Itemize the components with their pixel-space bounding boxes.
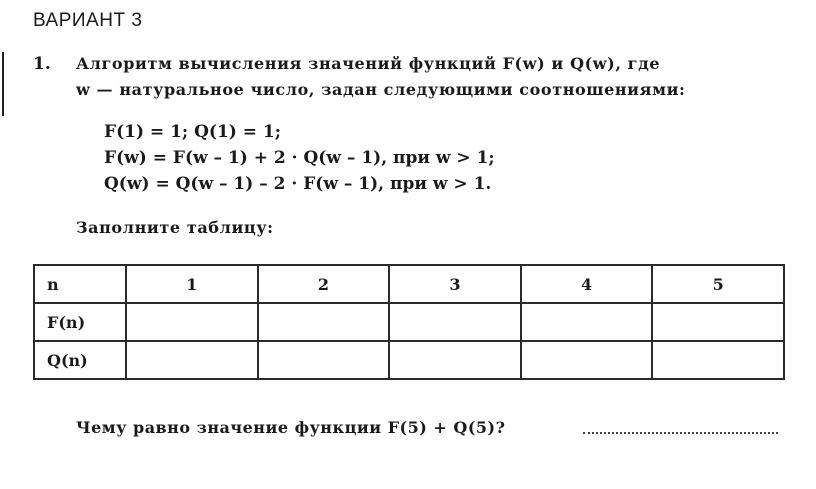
margin-line: [2, 52, 4, 116]
formula-f: F(w) = F(w – 1) + 2 · Q(w – 1), при w > 1;: [104, 148, 495, 168]
row-label-f: F(n): [34, 303, 126, 341]
table-header-cell: 2: [258, 265, 390, 303]
row-label-q: Q(n): [34, 341, 126, 379]
answer-cell[interactable]: [258, 341, 390, 379]
question-text: Чему равно значение функции F(5) + Q(5)?: [76, 418, 506, 437]
task-number: 1.: [33, 54, 51, 74]
answer-cell[interactable]: [389, 303, 521, 341]
answer-cell[interactable]: [521, 341, 653, 379]
answer-cell[interactable]: [652, 341, 784, 379]
fill-table-prompt: Заполните таблицу:: [76, 218, 274, 237]
variant-title: ВАРИАНТ 3: [33, 10, 143, 31]
table-header-cell: 1: [126, 265, 258, 303]
table-header-cell: 5: [652, 265, 784, 303]
table-header-cell: 3: [389, 265, 521, 303]
answer-cell[interactable]: [652, 303, 784, 341]
answer-cell[interactable]: [258, 303, 390, 341]
table-header-row: [34, 265, 784, 303]
table-row-q: [34, 341, 784, 379]
answer-cell[interactable]: [126, 303, 258, 341]
table-header-cell: 4: [521, 265, 653, 303]
task-text-line-2: w — натуральное число, задан следующими соотношениями:: [76, 80, 686, 99]
values-table: [33, 264, 785, 380]
answer-blank[interactable]: [583, 432, 778, 434]
formula-initial: F(1) = 1; Q(1) = 1;: [104, 122, 281, 142]
formula-q: Q(w) = Q(w – 1) – 2 · F(w – 1), при w > 1.: [104, 174, 492, 194]
task-text-line-1: Алгоритм вычисления значений функций F(w) и Q(w), где: [76, 54, 661, 73]
table-header-cell: n: [34, 265, 126, 303]
answer-cell[interactable]: [126, 341, 258, 379]
answer-cell[interactable]: [521, 303, 653, 341]
table-row-f: [34, 303, 784, 341]
answer-cell[interactable]: [389, 341, 521, 379]
